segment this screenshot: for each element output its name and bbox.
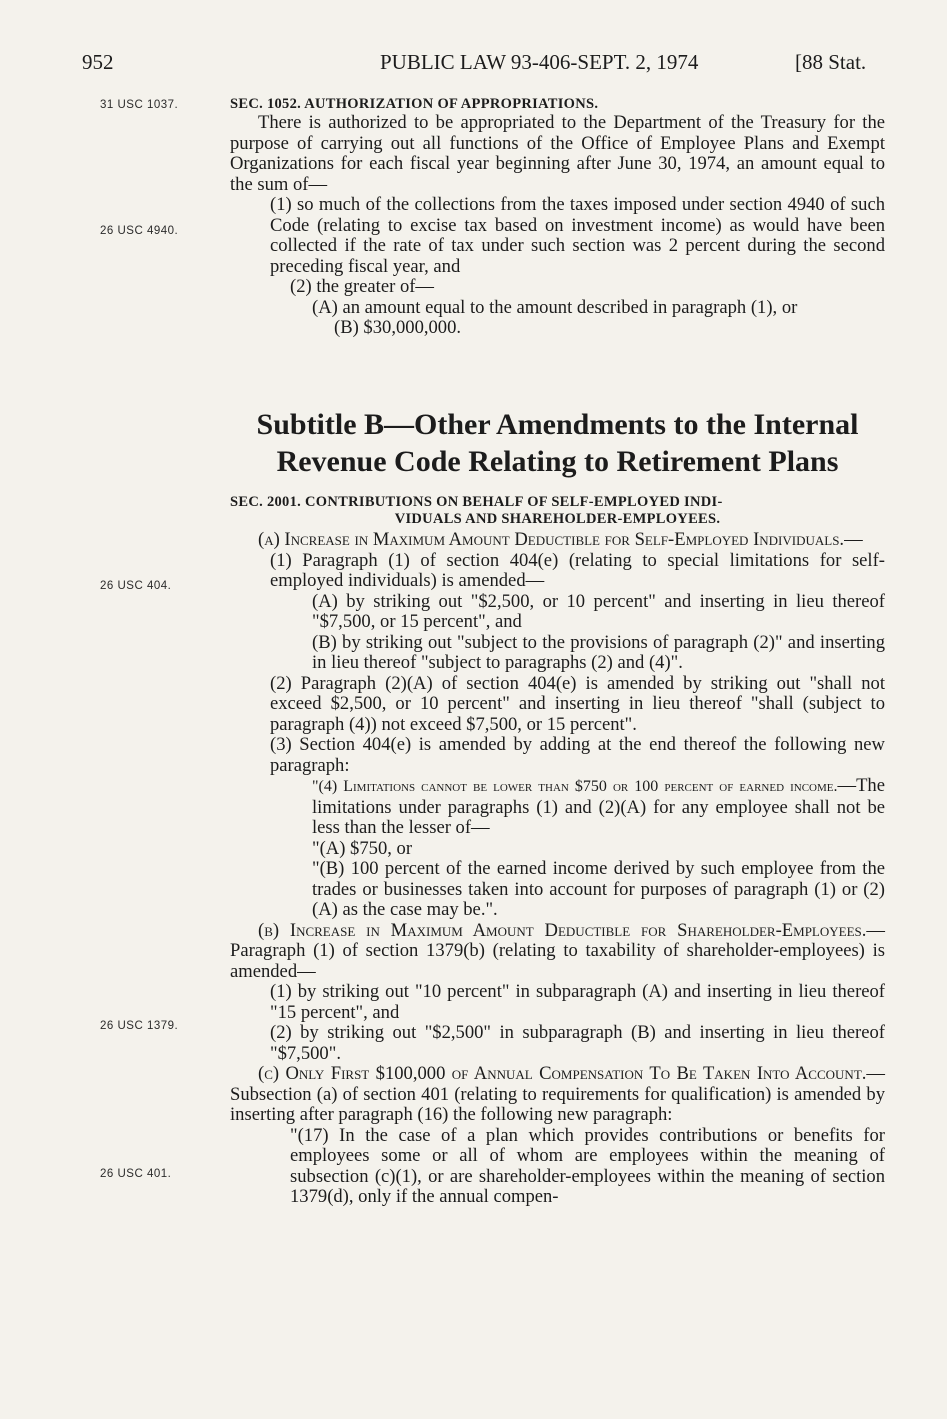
- statute-reference: [88 Stat.: [795, 50, 867, 74]
- paragraph: [230, 776, 885, 839]
- paragraph: (1) so much of the collections from the taxes imposed under section 4940 of such Code (relating to excise tax based on investment income) as would have been collected if the rate of tax under such section was 2 percent during the second preceding fiscal year, and: [270, 194, 885, 277]
- section-heading: SEC. 2001. CONTRIBUTIONS ON BEHALF OF SELF-EMPLOYED INDI-: [230, 494, 723, 510]
- caps-heading: "(4) Limitations cannot be lower than $750 or 100 percent of earned income.: [312, 778, 838, 795]
- section-heading: VIDUALS AND SHAREHOLDER-EMPLOYEES.: [394, 511, 721, 527]
- paragraph: (1) Paragraph (1) of section 404(e) (relating to special limitations for self-employed individuals) is amended—: [270, 549, 885, 591]
- margin-note: 26 USC 1379.: [100, 1020, 179, 1032]
- running-title: PUBLIC LAW 93-406-SEPT. 2, 1974: [380, 50, 699, 74]
- paragraph: "(B) 100 percent of the earned income derived by such employee from the trades or businesses taken into account for purposes of paragraph (1) or (2)(A) as the case may be.".: [312, 858, 885, 920]
- paragraph: (A) an amount equal to the amount described in paragraph (1), or: [312, 296, 798, 318]
- margin-note: 26 USC 4940.: [100, 225, 179, 237]
- subsection-heading: (a) Increase in Maximum Amount Deductible for Self-Employed Individuals.—: [258, 529, 863, 550]
- section-heading: SEC. 1052. AUTHORIZATION OF APPROPRIATIONS.: [230, 96, 599, 112]
- paragraph: (2) the greater of—: [290, 276, 435, 297]
- paragraph-text: —Subsection (a) of section 401 (relating to requirements for qualification) is amended by inserting after paragraph (16) the following new paragraph:: [230, 1063, 885, 1125]
- paragraph: There is authorized to be appropriated to the Department of the Treasury for the purpose of carrying out all functions of the Office of Employee Plans and Exempt Organizations for each fiscal year beginning after June 30, 1974, an amount equal to the sum of—: [230, 112, 885, 195]
- caps-heading: (b) Increase in Maximum Amount Deductible for Shareholder-Employees.: [258, 919, 867, 941]
- paragraph: "(17) In the case of a plan which provides contributions or benefits for employees some or all of whom are employees within the meaning of subsection (c)(1), or are shareholder-employees within the meaning of section 1379(d), only if the annual compen-: [290, 1124, 885, 1207]
- subtitle-line: Subtitle B—Other Amendments to the Internal: [256, 408, 859, 441]
- margin-note: 26 USC 401.: [100, 1168, 172, 1180]
- paragraph: (1) by striking out "10 percent" in subparagraph (A) and inserting in lieu thereof "15 percent", and: [270, 981, 885, 1023]
- subtitle-line: Revenue Code Relating to Retirement Plans: [276, 445, 839, 478]
- paragraph-text: —Paragraph (1) of section 1379(b) (relating to taxability of shareholder-employees) is amended—: [230, 919, 885, 982]
- margin-note: 31 USC 1037.: [100, 99, 179, 111]
- paragraph: (3) Section 404(e) is amended by adding at the end thereof the following new paragraph:: [270, 734, 885, 776]
- page-number: 952: [82, 50, 114, 74]
- caps-heading: (c) Only First $100,000 of Annual Compensation To Be Taken Into Account.: [258, 1063, 867, 1084]
- paragraph: (2) Paragraph (2)(A) of section 404(e) is amended by striking out "shall not exceed $2,500, or 10 percent" and inserting in lieu thereof "shall (subject to paragraph (4)) not exceed $7,500, or 15 percent".: [270, 672, 885, 735]
- paragraph: "(A) $750, or: [312, 837, 413, 859]
- paragraph: (2) by striking out "$2,500" in subparagraph (B) and inserting in lieu thereof "$7,500".: [270, 1022, 885, 1064]
- paragraph-text: —The limitations under paragraphs (1) and (2)(A) for any employee shall not be less than the lesser of—: [312, 775, 885, 838]
- section-1052: [230, 96, 885, 339]
- paragraph: (A) by striking out "$2,500, or 10 percent" and inserting in lieu thereof "$7,500, or 15 percent", and: [312, 590, 885, 632]
- paragraph: [230, 1064, 885, 1126]
- paragraph: (B) by striking out "subject to the provisions of paragraph (2)" and inserting in lieu thereof "subject to paragraphs (2) and (4)".: [312, 631, 885, 673]
- paragraph: (B) $30,000,000.: [334, 317, 462, 338]
- margin-note: 26 USC 404.: [100, 580, 172, 592]
- subtitle-heading: [230, 406, 885, 480]
- section-2001: [230, 494, 885, 1208]
- paragraph: [230, 921, 885, 983]
